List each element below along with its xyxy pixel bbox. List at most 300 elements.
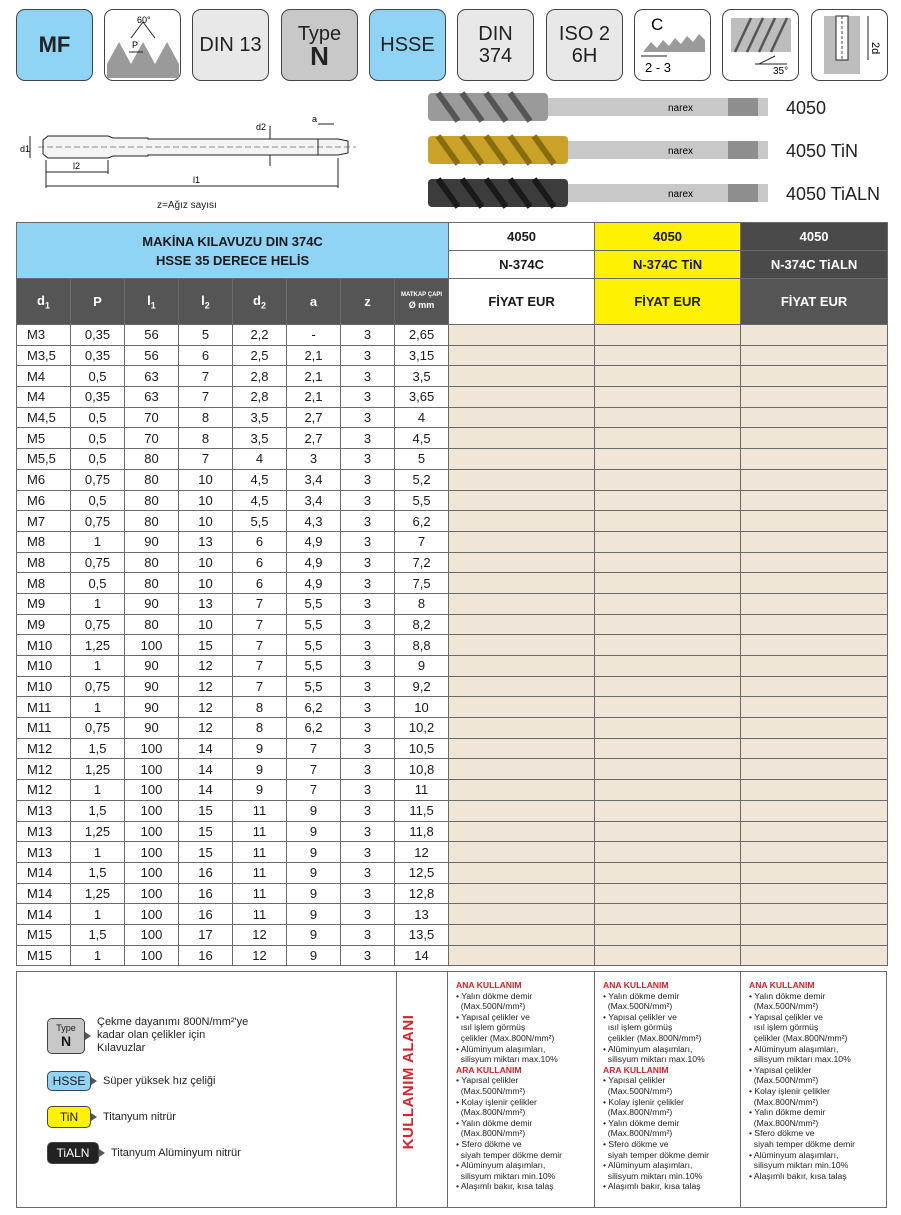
badge-mf-label: MF: [38, 32, 71, 57]
legend-tin: [47, 1106, 176, 1128]
table-cell: 6,2: [395, 511, 449, 532]
price-cell: [741, 428, 888, 449]
price-cell: [595, 676, 741, 697]
table-cell: 3: [341, 945, 395, 966]
table-cell: 12: [179, 718, 233, 739]
table-cell: 0,5: [71, 490, 125, 511]
table-cell: 1,5: [71, 800, 125, 821]
table-cell: M13: [17, 821, 71, 842]
usage-line: • Kolay işlenir çelikler: [456, 1096, 537, 1107]
table-cell: 100: [125, 800, 179, 821]
price-cell: [741, 552, 888, 573]
table-cell: 4,5: [395, 428, 449, 449]
table-row: [17, 325, 888, 346]
table-cell: 90: [125, 531, 179, 552]
table-cell: 5,5: [287, 676, 341, 697]
table-cell: 0,35: [71, 387, 125, 408]
price-header-3: FİYAT EUR: [741, 279, 888, 325]
price-cell: [449, 656, 595, 677]
badge-type-value: N: [310, 41, 329, 71]
table-cell: 3: [341, 531, 395, 552]
table-cell: 11,5: [395, 800, 449, 821]
price-cell: [449, 924, 595, 945]
table-cell: 0,75: [71, 469, 125, 490]
table-row: [17, 697, 888, 718]
price-header-1: FİYAT EUR: [449, 279, 595, 325]
table-cell: 5,5: [287, 614, 341, 635]
tool-photo-4050: [428, 89, 768, 125]
table-cell: 100: [125, 738, 179, 759]
usage-line: siyah temper dökme demir: [603, 1149, 710, 1160]
legend-tialn-badge: TiALN: [47, 1142, 99, 1164]
table-row: [17, 883, 888, 904]
table-cell: 1: [71, 780, 125, 801]
badge-din13-label: DIN 13: [199, 34, 262, 56]
table-cell: 1: [71, 945, 125, 966]
price-cell: [741, 593, 888, 614]
legend-type-value: N: [60, 1032, 72, 1049]
table-cell: 10: [179, 469, 233, 490]
price-cell: [595, 490, 741, 511]
usage-line: • Kolay işlenir çelikler: [749, 1085, 830, 1096]
price-cell: [741, 842, 888, 863]
price-cell: [449, 780, 595, 801]
price-cell: [449, 428, 595, 449]
legend-arrow-icon: [85, 1032, 91, 1040]
variant-code-1: 4050: [449, 223, 595, 251]
legend-hsse-badge: HSSE: [47, 1071, 91, 1091]
usage-section: [16, 971, 887, 1208]
price-cell: [449, 325, 595, 346]
table-cell: 10: [179, 552, 233, 573]
table-cell: 3: [341, 883, 395, 904]
table-cell: M11: [17, 697, 71, 718]
price-cell: [449, 573, 595, 594]
table-cell: 3: [341, 676, 395, 697]
thread-angle-label: 60°: [136, 15, 151, 25]
table-cell: M12: [17, 738, 71, 759]
table-cell: 9: [287, 800, 341, 821]
table-cell: 3: [341, 325, 395, 346]
price-cell: [741, 573, 888, 594]
col-l1: $l_1$: [125, 279, 179, 325]
price-cell: [595, 407, 741, 428]
price-cell: [595, 635, 741, 656]
col-p: P: [71, 279, 125, 325]
table-cell: 2,8: [233, 387, 287, 408]
legend-arrow-icon: [99, 1149, 105, 1157]
usage-line: (Max.500N/mm²): [456, 1001, 526, 1012]
table-cell: 9: [287, 924, 341, 945]
table-cell: 100: [125, 635, 179, 656]
table-cell: 12: [179, 697, 233, 718]
table-cell: 8: [233, 697, 287, 718]
col-a: a: [287, 279, 341, 325]
table-cell: 7: [233, 593, 287, 614]
table-row: [17, 821, 888, 842]
usage-line: • Alaşımlı bakır, kısa talaş: [749, 1170, 847, 1181]
table-cell: 3: [341, 904, 395, 925]
table-cell: 7: [287, 780, 341, 801]
badge-hsse-label: HSSE: [380, 34, 435, 56]
table-cell: 6,2: [287, 697, 341, 718]
price-cell: [449, 469, 595, 490]
table-row: [17, 490, 888, 511]
table-cell: 3: [341, 511, 395, 532]
table-cell: 11: [233, 842, 287, 863]
table-title-line2: HSSE 35 DERECE HELİS: [155, 252, 310, 268]
table-row: [17, 924, 888, 945]
usage-line: • Yapısal çelikler: [749, 1064, 812, 1075]
table-cell: 1,25: [71, 883, 125, 904]
table-cell: 3: [341, 697, 395, 718]
price-cell: [595, 862, 741, 883]
price-cell: [595, 904, 741, 925]
table-cell: M8: [17, 552, 71, 573]
table-cell: 80: [125, 490, 179, 511]
table-row: [17, 718, 888, 739]
price-cell: [595, 614, 741, 635]
price-cell: [741, 945, 888, 966]
table-cell: 16: [179, 945, 233, 966]
table-cell: 12,8: [395, 883, 449, 904]
usage-line: (Max.500N/mm²): [603, 1001, 673, 1012]
price-cell: [449, 821, 595, 842]
drill-unit: mm: [418, 300, 435, 310]
table-cell: M5: [17, 428, 71, 449]
table-cell: 8: [233, 718, 287, 739]
col-l2: $l_2$: [179, 279, 233, 325]
usage-line: • Sfero dökme ve: [749, 1128, 815, 1139]
table-cell: 4: [395, 407, 449, 428]
price-cell: [741, 469, 888, 490]
price-cell: [449, 593, 595, 614]
table-cell: 100: [125, 924, 179, 945]
price-cell: [741, 511, 888, 532]
price-cell: [741, 883, 888, 904]
price-cell: [449, 345, 595, 366]
price-cell: [741, 738, 888, 759]
table-cell: -: [287, 325, 341, 346]
table-cell: 1,25: [71, 759, 125, 780]
table-row: [17, 635, 888, 656]
table-cell: 16: [179, 904, 233, 925]
table-row: [17, 862, 888, 883]
usage-line: silisyum miktarı min.10%: [603, 1170, 703, 1181]
table-cell: 4,9: [287, 531, 341, 552]
table-cell: 10,5: [395, 738, 449, 759]
table-cell: 10: [179, 511, 233, 532]
badge-strip: [16, 9, 888, 81]
table-cell: 5: [395, 449, 449, 470]
table-cell: 10: [179, 490, 233, 511]
price-cell: [595, 449, 741, 470]
table-cell: 3,65: [395, 387, 449, 408]
table-row: [17, 449, 888, 470]
usage-section-heading: ANA KULLANIM: [749, 980, 815, 990]
usage-line: (Max.800N/mm²): [749, 1117, 819, 1128]
usage-line: (Max.500N/mm²): [749, 1001, 819, 1012]
table-cell: 7: [233, 676, 287, 697]
table-cell: 16: [179, 883, 233, 904]
tool-photo-4050-tialn: [428, 175, 768, 211]
table-cell: 17: [179, 924, 233, 945]
table-cell: 15: [179, 842, 233, 863]
legend-type-label: Type: [56, 1022, 76, 1033]
chamfer-range: 2 - 3: [644, 60, 671, 75]
variant-model-3: N-374C TiALN: [741, 251, 888, 279]
price-cell: [595, 924, 741, 945]
table-cell: 1,25: [71, 821, 125, 842]
price-cell: [595, 697, 741, 718]
table-cell: 2,7: [287, 407, 341, 428]
table-cell: 0,75: [71, 511, 125, 532]
helix-icon: [725, 12, 797, 78]
table-cell: 7: [179, 449, 233, 470]
usage-line: • Yalın dökme demir: [749, 1107, 826, 1118]
usage-title-band: [396, 972, 448, 1207]
table-cell: 16: [179, 862, 233, 883]
table-cell: 63: [125, 387, 179, 408]
table-cell: 10: [179, 614, 233, 635]
table-row: [17, 366, 888, 387]
hole-depth-icon: [814, 12, 886, 78]
usage-line: (Max.800N/mm²): [603, 1128, 673, 1139]
table-cell: 3: [341, 842, 395, 863]
table-cell: 3: [341, 780, 395, 801]
table-cell: 0,75: [71, 718, 125, 739]
usage-section-heading: ARA KULLANIM: [603, 1064, 669, 1075]
legend-tin-badge: TiN: [47, 1106, 91, 1128]
table-cell: 3: [341, 738, 395, 759]
usage-line: ısıl işlem görmüş: [603, 1022, 673, 1033]
table-cell: 2,2: [233, 325, 287, 346]
table-cell: 12: [233, 924, 287, 945]
usage-column-3: [740, 972, 886, 1207]
price-cell: [741, 676, 888, 697]
badge-chamfer: [634, 9, 711, 81]
usage-line: • Yapısal çelikler ve: [603, 1011, 677, 1022]
table-cell: 90: [125, 676, 179, 697]
badge-din374-line1: DIN: [478, 23, 513, 45]
dim-l2: l2: [73, 161, 81, 171]
table-cell: 90: [125, 593, 179, 614]
table-cell: 3: [341, 469, 395, 490]
price-cell: [449, 511, 595, 532]
table-cell: M9: [17, 614, 71, 635]
price-cell: [449, 449, 595, 470]
table-cell: 7: [179, 366, 233, 387]
table-cell: 11: [233, 883, 287, 904]
price-cell: [595, 780, 741, 801]
table-cell: 8,8: [395, 635, 449, 656]
table-cell: 80: [125, 469, 179, 490]
table-cell: 3,5: [233, 407, 287, 428]
col-d1: $d_1$: [17, 279, 71, 325]
table-cell: 3,5: [233, 428, 287, 449]
table-cell: 3: [341, 573, 395, 594]
table-cell: 6: [233, 552, 287, 573]
table-cell: 11: [233, 862, 287, 883]
price-cell: [741, 635, 888, 656]
table-cell: 5,5: [233, 511, 287, 532]
table-cell: 5,5: [287, 635, 341, 656]
table-cell: 1: [71, 697, 125, 718]
table-row: [17, 676, 888, 697]
usage-column-2: [594, 972, 740, 1207]
price-cell: [595, 759, 741, 780]
badge-hsse: [369, 9, 446, 81]
table-cell: 80: [125, 614, 179, 635]
table-cell: 1,5: [71, 924, 125, 945]
table-cell: 1: [71, 656, 125, 677]
price-cell: [741, 449, 888, 470]
tap-spec-table: [16, 222, 888, 966]
price-cell: [449, 883, 595, 904]
price-cell: [741, 780, 888, 801]
table-cell: 3: [287, 449, 341, 470]
table-cell: 8,2: [395, 614, 449, 635]
table-cell: 1: [71, 842, 125, 863]
table-cell: 3: [341, 656, 395, 677]
price-cell: [741, 904, 888, 925]
table-cell: 9: [287, 862, 341, 883]
usage-line: silisyum miktarı max.10%: [456, 1054, 558, 1065]
legend-tin-text: Titanyum nitrür: [103, 1110, 176, 1123]
legend-type-n: [47, 1016, 248, 1055]
table-cell: 3: [341, 635, 395, 656]
table-cell: 0,35: [71, 325, 125, 346]
price-cell: [449, 904, 595, 925]
table-cell: 56: [125, 325, 179, 346]
badge-iso-line2: 6H: [571, 45, 598, 67]
table-cell: 1,5: [71, 862, 125, 883]
table-body: [17, 325, 888, 966]
table-cell: 3: [341, 924, 395, 945]
table-cell: 10: [179, 573, 233, 594]
dim-d2: d2: [256, 122, 267, 132]
table-cell: 80: [125, 552, 179, 573]
badge-din13: [192, 9, 269, 81]
table-cell: 7: [179, 387, 233, 408]
table-cell: 3,4: [287, 469, 341, 490]
price-cell: [449, 531, 595, 552]
legend-hsse-text: Süper yüksek hız çeliği: [103, 1074, 216, 1087]
table-cell: 4,9: [287, 573, 341, 594]
table-row: [17, 345, 888, 366]
table-row: [17, 469, 888, 490]
price-cell: [449, 614, 595, 635]
table-cell: 56: [125, 345, 179, 366]
price-cell: [741, 862, 888, 883]
badge-helix: [722, 9, 799, 81]
table-cell: 3: [341, 614, 395, 635]
price-cell: [741, 325, 888, 346]
table-cell: 100: [125, 883, 179, 904]
table-cell: M4: [17, 387, 71, 408]
table-cell: M13: [17, 842, 71, 863]
usage-line: (Max.500N/mm²): [603, 1085, 673, 1096]
price-cell: [449, 490, 595, 511]
table-cell: 3: [341, 718, 395, 739]
table-cell: 8: [395, 593, 449, 614]
price-cell: [595, 945, 741, 966]
usage-line: (Max.800N/mm²): [603, 1107, 673, 1118]
usage-line: • Yalın dökme demir: [456, 1117, 533, 1128]
table-cell: 3: [341, 862, 395, 883]
price-cell: [595, 821, 741, 842]
table-cell: 6: [179, 345, 233, 366]
dim-l1: l1: [193, 175, 201, 185]
table-cell: 80: [125, 449, 179, 470]
table-cell: 4,5: [233, 469, 287, 490]
tool-brand-3: narex: [668, 189, 694, 200]
table-cell: 3: [341, 552, 395, 573]
price-cell: [595, 883, 741, 904]
usage-line: • Yalın dökme demir: [749, 990, 826, 1001]
table-cell: 0,35: [71, 345, 125, 366]
depth-label: 2d: [868, 42, 881, 55]
table-cell: 13: [179, 531, 233, 552]
table-cell: M4: [17, 366, 71, 387]
usage-column-1: [448, 972, 594, 1207]
price-cell: [449, 738, 595, 759]
table-cell: 9: [395, 656, 449, 677]
usage-line: • Alaşımlı bakır, kısa talaş: [456, 1181, 554, 1192]
col-d2: $d_2$: [233, 279, 287, 325]
usage-line: • Yapısal çelikler ve: [749, 1011, 823, 1022]
table-cell: 9: [287, 842, 341, 863]
table-cell: 7: [287, 738, 341, 759]
table-cell: M14: [17, 862, 71, 883]
table-cell: 13: [395, 904, 449, 925]
usage-line: • Alüminyum alaşımları,: [749, 1043, 839, 1054]
table-cell: 6,2: [287, 718, 341, 739]
table-cell: 3,4: [287, 490, 341, 511]
usage-line: çelikler (Max.800N/mm²): [603, 1032, 702, 1043]
table-cell: M15: [17, 945, 71, 966]
usage-line: • Yapısal çelikler: [456, 1075, 519, 1086]
table-cell: M6: [17, 490, 71, 511]
price-cell: [741, 718, 888, 739]
table-cell: 3: [341, 759, 395, 780]
tool-label-4050-tin: 4050 TiN: [786, 141, 859, 161]
price-cell: [595, 469, 741, 490]
price-cell: [595, 531, 741, 552]
price-cell: [449, 800, 595, 821]
price-cell: [595, 800, 741, 821]
price-cell: [449, 676, 595, 697]
usage-line: • Alüminyum alaşımları,: [603, 1160, 693, 1171]
usage-line: • Yalın dökme demir: [603, 1117, 680, 1128]
table-cell: 3: [341, 490, 395, 511]
table-cell: M8: [17, 573, 71, 594]
table-cell: M10: [17, 635, 71, 656]
price-cell: [449, 862, 595, 883]
price-cell: [741, 407, 888, 428]
table-cell: M3,5: [17, 345, 71, 366]
table-row: [17, 945, 888, 966]
usage-line: (Max.500N/mm²): [456, 1085, 526, 1096]
teeth-count-note: z=Ağız sayısı: [157, 200, 217, 211]
table-cell: 3: [341, 387, 395, 408]
table-cell: 100: [125, 780, 179, 801]
table-cell: 0,5: [71, 573, 125, 594]
usage-line: (Max.800N/mm²): [749, 1096, 819, 1107]
price-cell: [449, 407, 595, 428]
price-cell: [595, 842, 741, 863]
col-z: z: [341, 279, 395, 325]
